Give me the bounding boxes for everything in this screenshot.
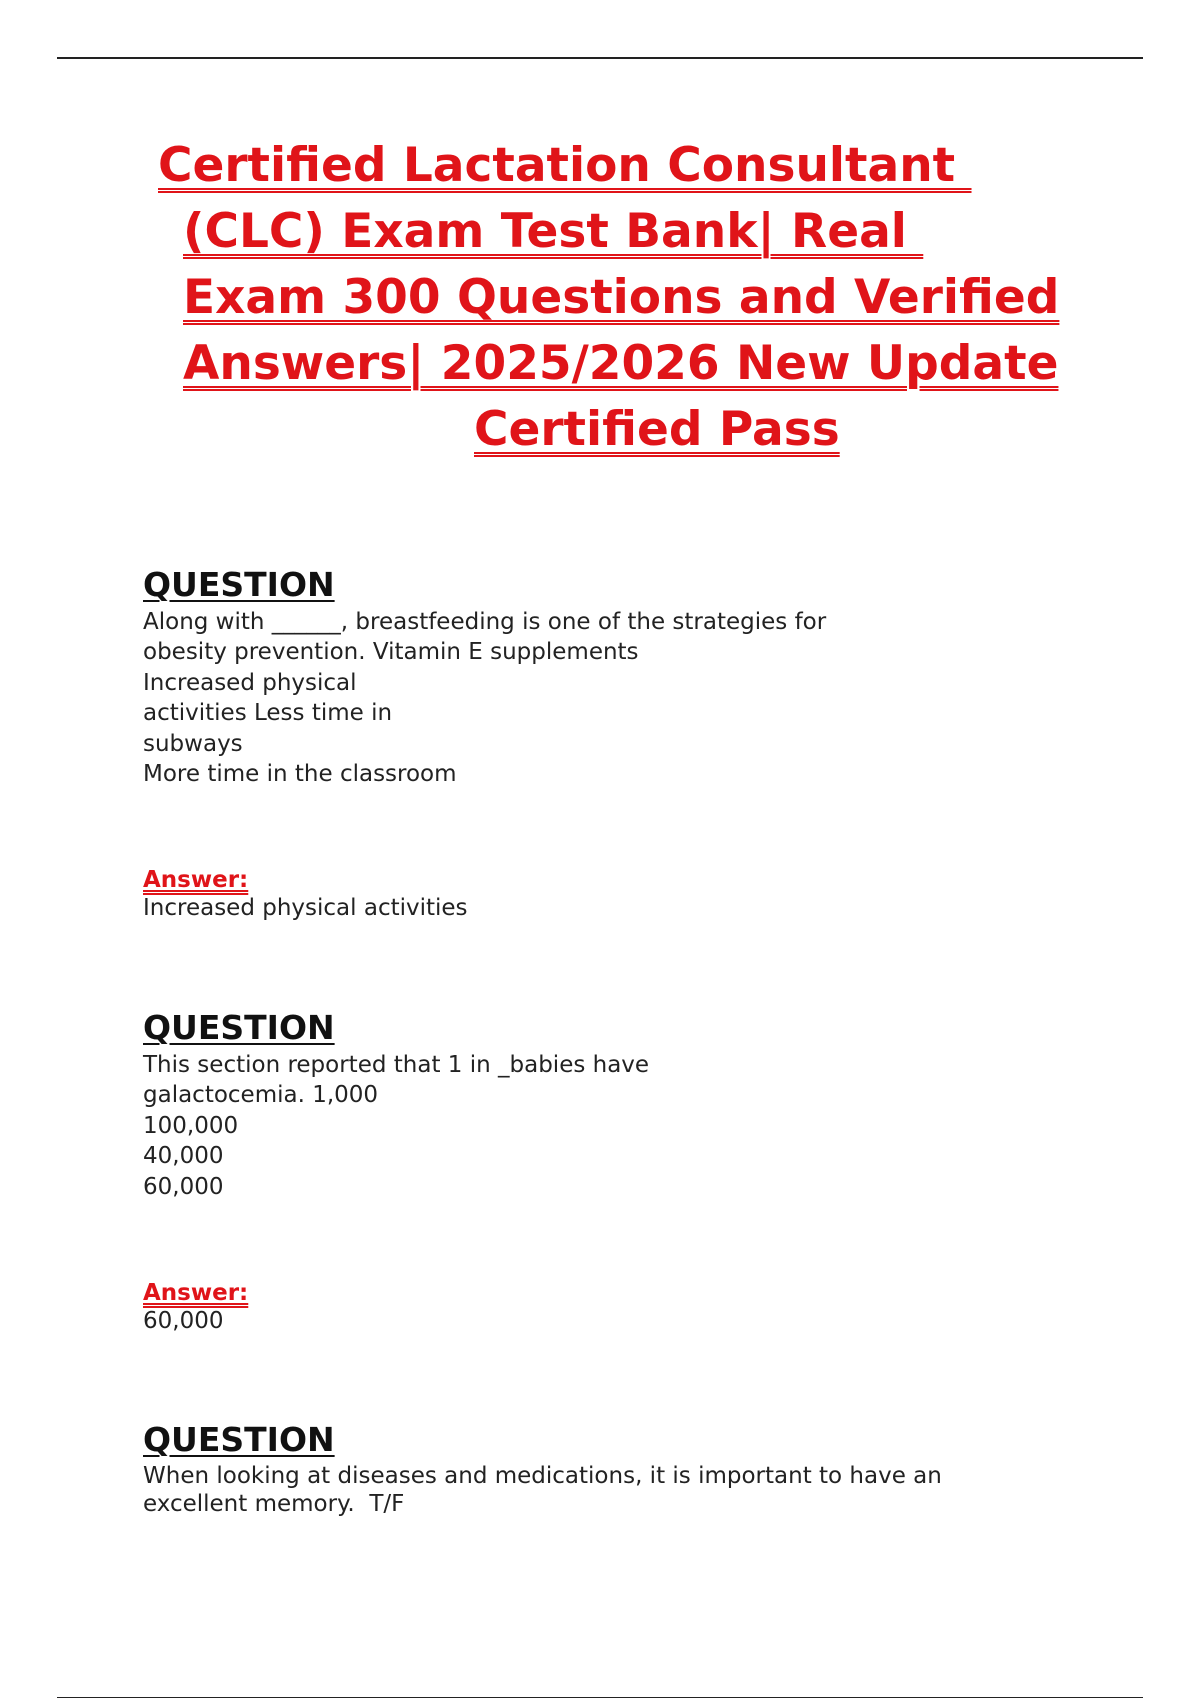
question-text <box>143 607 1093 789</box>
question-line: This section reported that 1 in _babies have <box>143 1052 650 1078</box>
question-line: 60,000 <box>143 1173 224 1200</box>
question-heading: QUESTION <box>143 1008 335 1047</box>
title-line: Certified Lactation Consultant <box>158 138 972 193</box>
question-line: excellent memory. T/F <box>143 1491 405 1517</box>
top-rule <box>57 57 1143 59</box>
title-line: (CLC) Exam Test Bank| Real <box>183 204 924 259</box>
title-line: Exam 300 Questions and Verified <box>183 270 1060 325</box>
question-line: obesity prevention. Vitamin E supplements <box>143 639 639 666</box>
question-line: 40,000 <box>143 1143 224 1170</box>
question-heading: QUESTION <box>143 1420 335 1459</box>
answer-label: Answer: <box>143 1280 249 1307</box>
question-block <box>143 1008 1093 1336</box>
question-line: subways <box>143 730 243 757</box>
answer-text: Increased physical activities <box>143 895 468 922</box>
question-line: Increased physical <box>143 669 357 696</box>
answer-text: 60,000 <box>143 1308 224 1335</box>
question-block <box>143 565 1093 923</box>
question-line: 100,000 <box>143 1112 239 1139</box>
question-text <box>143 1050 1093 1202</box>
question-heading: QUESTION <box>143 565 335 604</box>
question-line: activities Less time in <box>143 700 393 727</box>
question-line: Along with ______, breastfeeding is one of the strategies for <box>143 609 827 635</box>
answer-label: Answer: <box>143 867 249 894</box>
title-line: Answers| 2025/2026 New Update <box>183 336 1059 391</box>
question-line: galactocemia. 1,000 <box>143 1082 379 1109</box>
question-text <box>143 1462 1093 1518</box>
question-line: More time in the classroom <box>143 761 457 788</box>
title-line: Certified Pass <box>474 402 840 457</box>
question-line: When looking at diseases and medications, it is important to have an <box>143 1463 942 1489</box>
question-block <box>143 1420 1093 1518</box>
bottom-rule <box>57 1697 1143 1698</box>
